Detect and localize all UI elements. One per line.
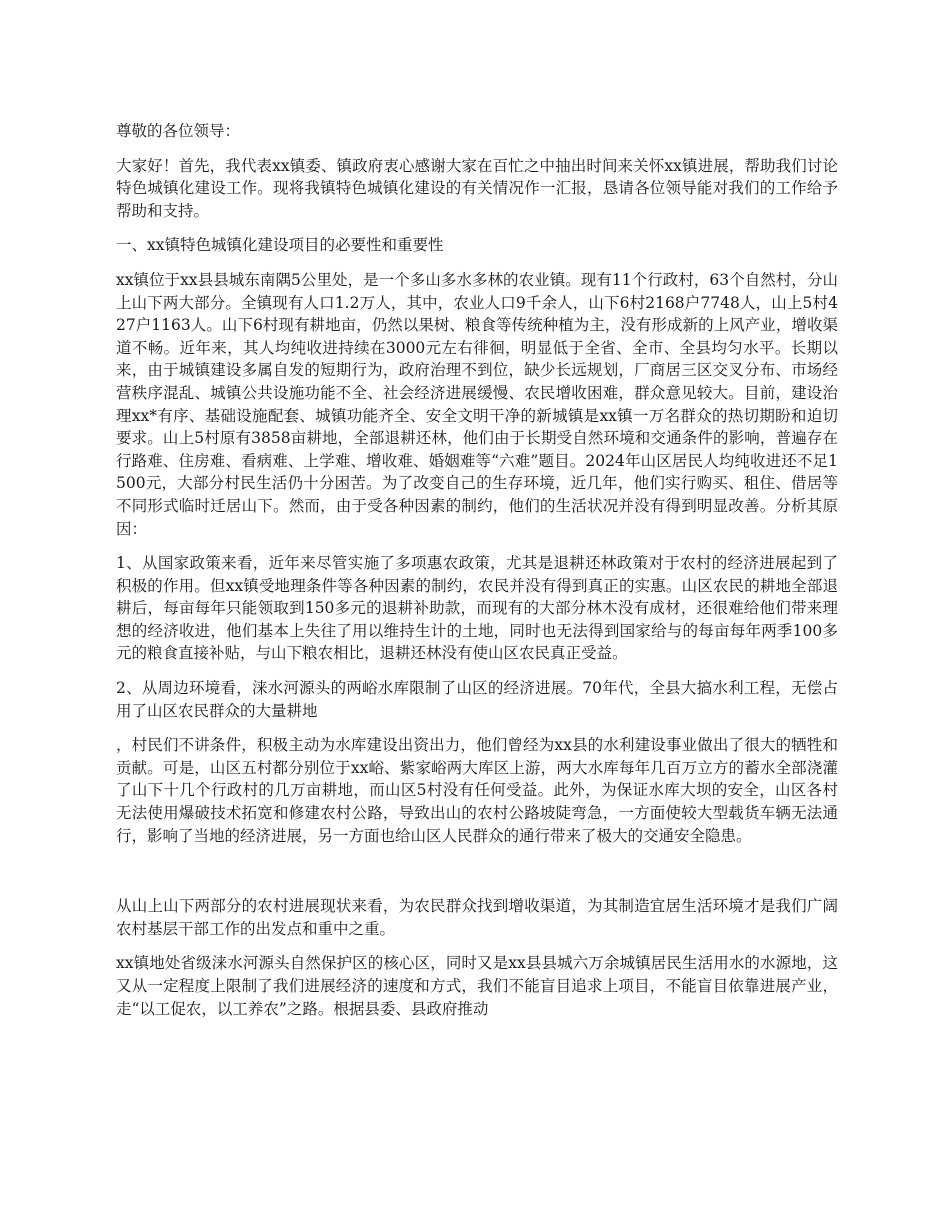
- focus-paragraph: 从山上山下两部分的农村进展现状来看，为农民群众找到增收渠道，为其制造宜居生活环境才是我们广阔农村基层干部工作的出发点和重中之重。: [116, 897, 838, 938]
- paragraph-gap: [116, 859, 838, 895]
- document-body: [116, 120, 838, 1032]
- intro-paragraph: 大家好！首先，我代表xx镇委、镇政府衷心感谢大家在百忙之中抽出时间来关怀xx镇进展，帮助我们讨论特色城镇化建设工作。现将我镇特色城镇化建设的有关情况作一汇报，恳请各位领导能对我们的工作给予帮助和支持。: [116, 156, 838, 220]
- section-heading: 一、xx镇特色城镇化建设项目的必要性和重要性: [116, 236, 444, 255]
- overview-paragraph: xx镇位于xx县县城东南隅5公里处，是一个多山多水多林的农业镇。现有11个行政村，63个自然村，分山上山下两大部分。全镇现有人口1.2万人，其中，农业人口9千余人，山下6村2168户7748人，山上5村427户1163人。山下6村现有耕地亩，仍然以果树、粮食等传统种植为主，没有形成新的上风产业，增收渠道不畅。近年来，其人均纯收进持续在3000元左右徘徊，明显低于全省、全市、全县均匀水平。长期以来，由于城镇建设多属自发的短期行为，政府治理不到位，缺少长远规划，厂商居三区交叉分布、市场经营秩序混乱、城镇公共设施功能不全、社会经济进展缓慢、农民增收困难，群众意见较大。目前，建设治理xx*有序、基础设施配套、城镇功能齐全、安全文明干净的新城镇是xx镇一万名群众的热切期盼和迫切要求。山上5村原有3858亩耕地，全部退耕还林，他们由于长期受自然环境和交通条件的影响，普遍存在行路难、住房难、看病难、上学难、增收难、婚姻难等“六难”题目。2024年山区居民人均纯收进还不足1500元，大部分村民生活仍十分困苦。为了改变自己的生存环境，近几年，他们实行购买、租住、借居等不同形式临时迁居山下。然而，由于受各种因素的制约，他们的生活状况并没有得到明显改善。分析其原因：: [116, 270, 838, 538]
- reason-2-paragraph: 2、从周边环境看，涞水河源头的两峪水库限制了山区的经济进展。70年代，全县大搞水利工程，无偿占用了山区农民群众的大量耕地: [116, 679, 838, 720]
- location-paragraph: xx镇地处省级涞水河源头自然保护区的核心区，同时又是xx县县城六万余城镇居民生活用水的水源地，这又从一定程度上限制了我们进展经济的速度和方式，我们不能盲目追求上项目，不能盲目依靠进展产业，走“以工促农，以工养农”之路。根据县委、县政府推动: [116, 954, 838, 1018]
- reason-2-continuation: ，村民们不讲条件，积极主动为水库建设出资出力，他们曾经为xx县的水利建设事业做出了很大的牺牲和贡献。可是，山区五村都分别位于xx峪、紫家峪两大库区上游，两大水库每年几百万立方的蓄水全部浇灌了山下十几个行政村的几万亩耕地，而山区5村没有任何受益。此外，为保证水库大坝的安全，山区各村无法使用爆破技术拓宽和修建农村公路，导致出山的农村公路坡陡弯急，一方面使较大型载货车辆无法通行，影响了当地的经济进展，另一方面也给山区人民群众的通行带来了极大的交通安全隐患。: [116, 736, 838, 845]
- reason-1-paragraph: 1、从国家政策来看，近年来尽管实施了多项惠农政策，尤其是退耕还林政策对于农村的经济进展起到了积极的作用。但xx镇受地理条件等各种因素的制约，农民并没有得到真正的实惠。山区农民的耕地全部退耕后，每亩每年只能领取到150多元的退耕补助款，而现有的大部分林木没有成材，还很难给他们带来理想的经济收进，他们基本上失往了用以维持生计的土地，同时也无法得到国家给与的每亩每年两季100多元的粮食直接补贴，与山下粮农相比，退耕还林没有使山区农民真正受益。: [116, 554, 838, 663]
- salutation: 尊敬的各位领导：: [116, 122, 241, 140]
